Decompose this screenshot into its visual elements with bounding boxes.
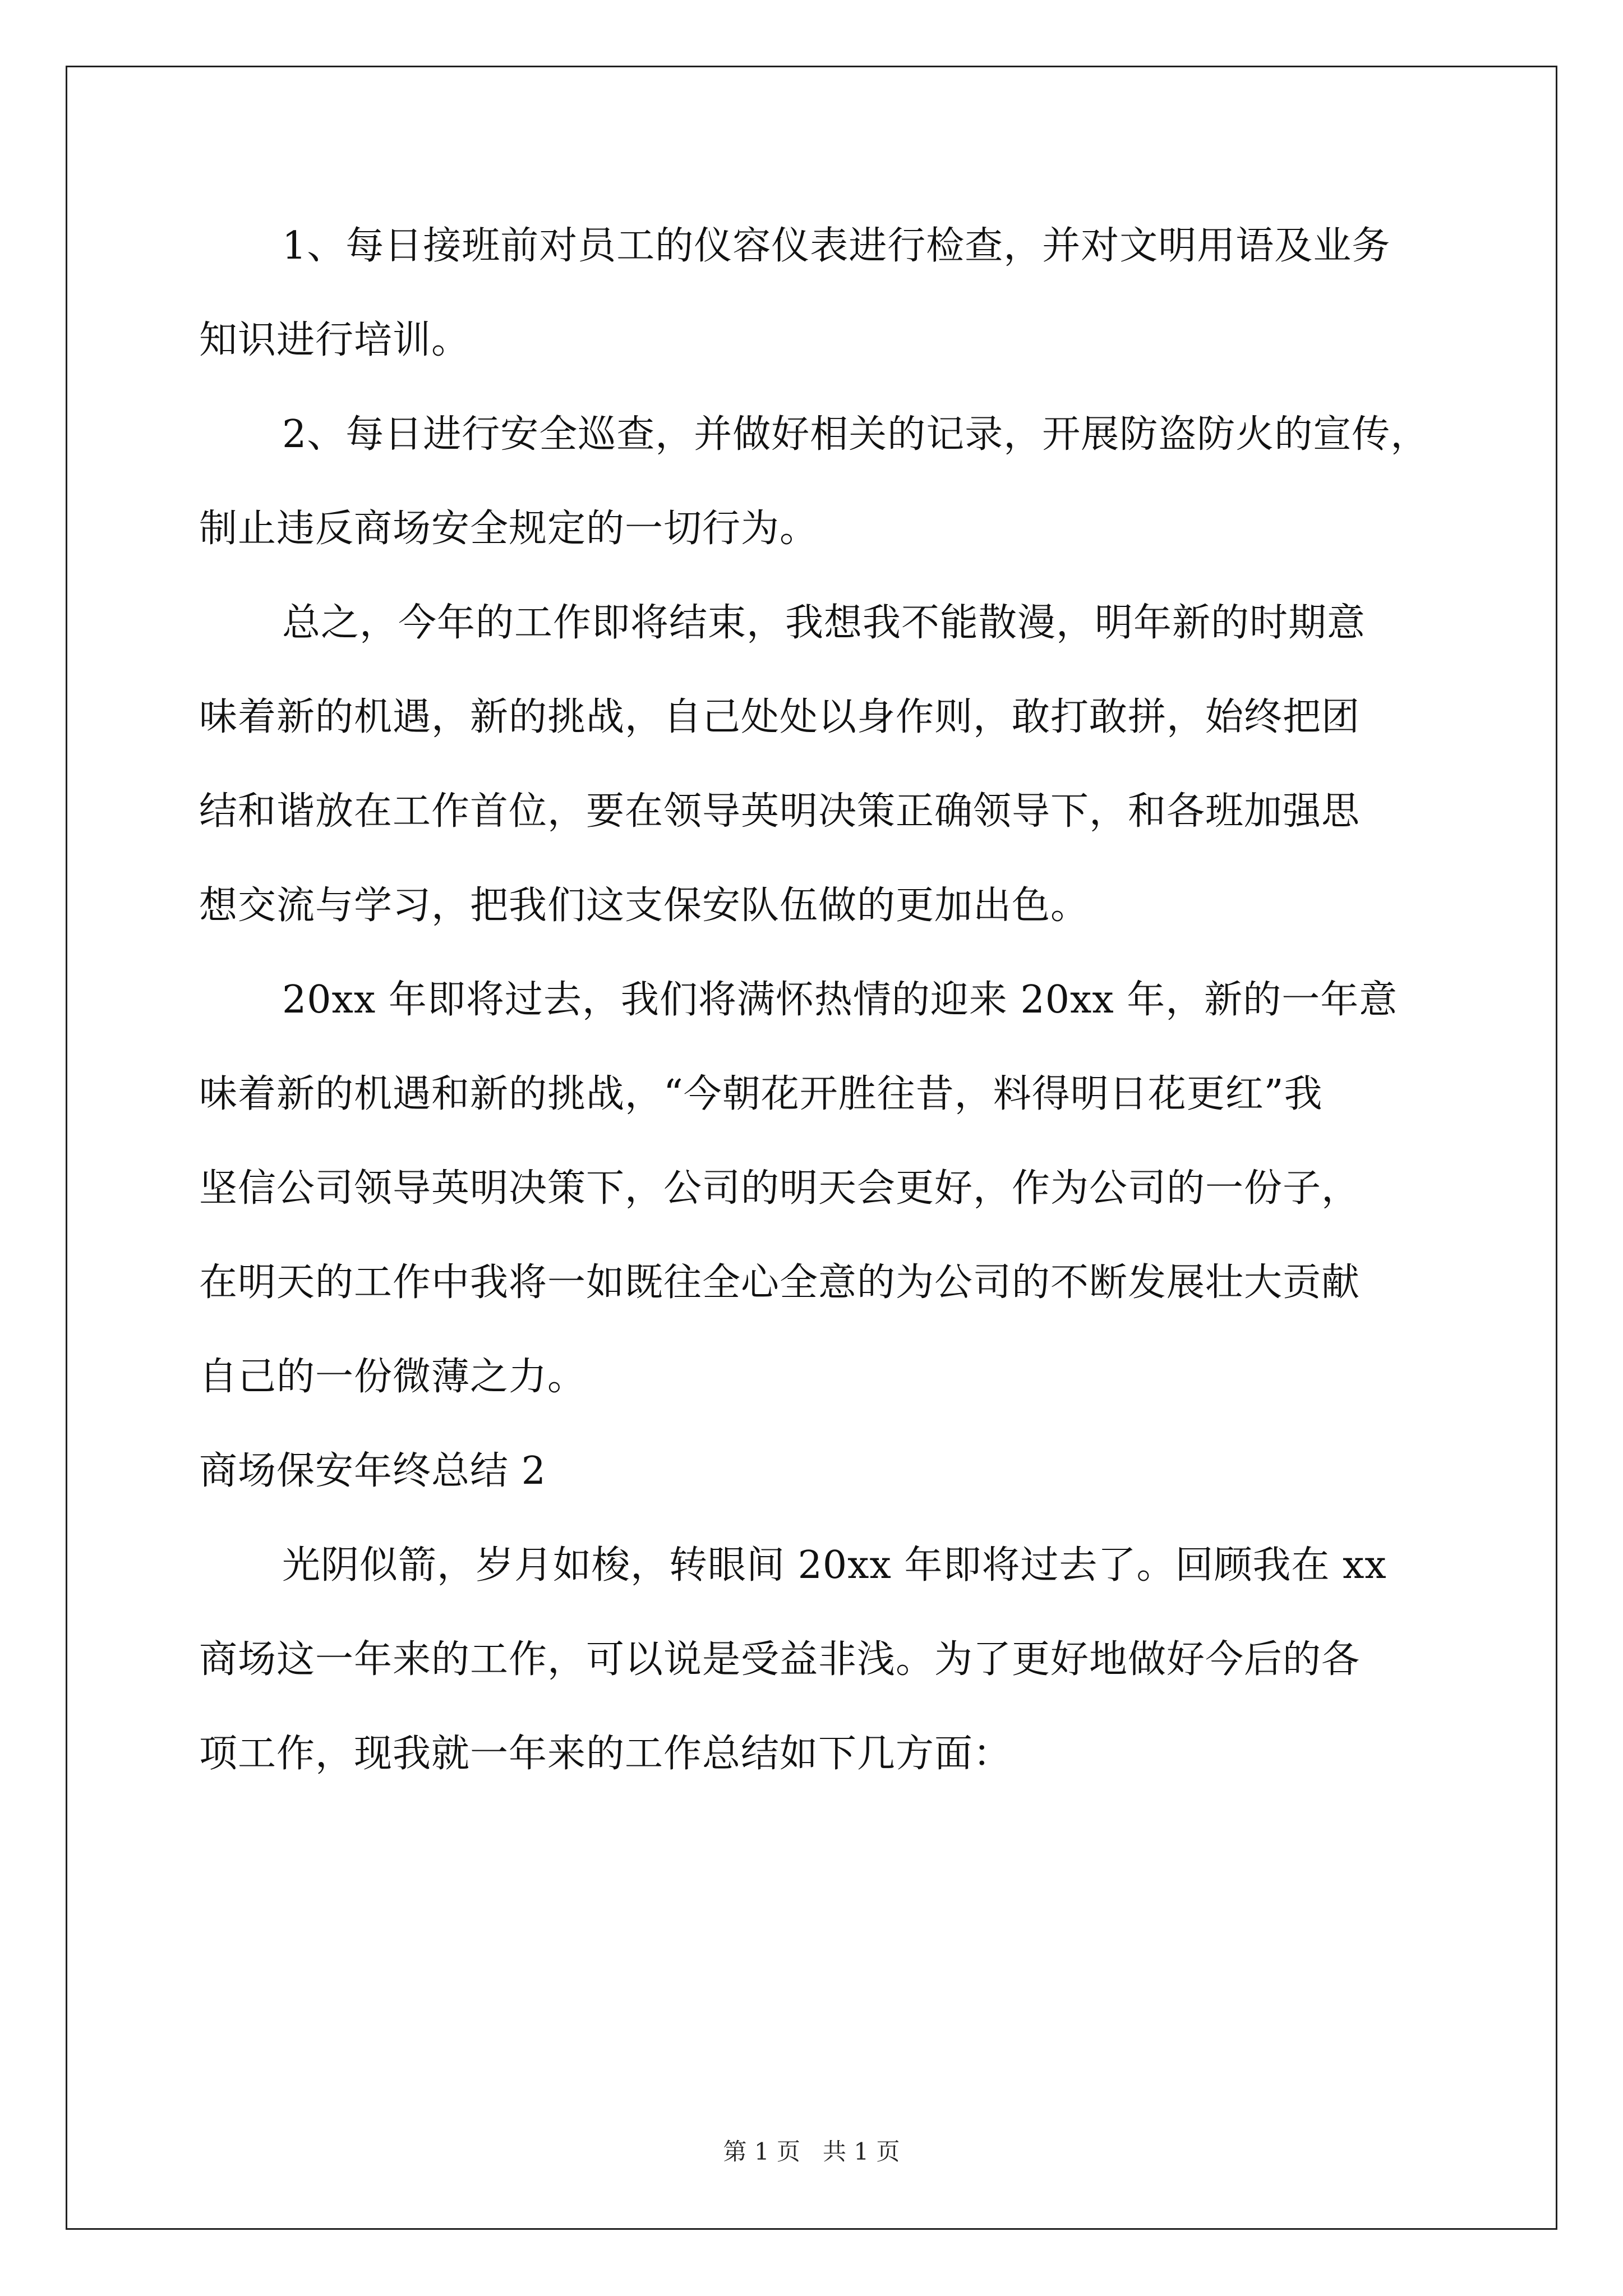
paragraph-line: 结和谐放在工作首位，要在领导英明决策正确领导下，和各班加强思 [199,789,1361,834]
page-footer: 第 1 页 共 1 页 [723,2138,900,2165]
paragraph-line: 想交流与学习，把我们这支保安队伍做的更加出色。 [199,884,1090,928]
paragraph-line: 1、每日接班前对员工的仪容仪表进行检查，并对文明用语及业务 [282,224,1391,268]
document-body [199,199,1438,1801]
paragraph-line: 制止违反商场安全规定的一切行为。 [199,507,819,551]
paragraph-line: 味着新的机遇，新的挑战，自己处处以身作则，敢打敢拼，始终把团 [199,695,1361,739]
paragraph-line: 知识进行培训。 [199,318,471,362]
section-heading: 商场保安年终总结 2 [199,1449,546,1493]
paragraph-line: 总之，今年的工作即将结束，我想我不能散漫，明年新的时期意 [282,601,1366,645]
paragraph-line: 自己的一份微薄之力。 [199,1355,587,1399]
paragraph-line: 光阴似箭，岁月如梭，转眼间 20xx 年即将过去了。回顾我在 xx [282,1543,1387,1588]
paragraph-line: 项工作，现我就一年来的工作总结如下几方面： [199,1732,1012,1776]
paragraph-line: 味着新的机遇和新的挑战，“今朝花开胜往昔，料得明日花更红”我 [199,1072,1323,1116]
paragraph-line: 2、每日进行安全巡查，并做好相关的记录，开展防盗防火的宣传， [282,412,1430,457]
paragraph-line: 20xx 年即将过去，我们将满怀热情的迎来 20xx 年，新的一年意 [282,978,1398,1022]
paragraph-line: 坚信公司领导英明决策下，公司的明天会更好，作为公司的一份子， [199,1166,1361,1211]
paragraph-line: 商场这一年来的工作，可以说是受益非浅。为了更好地做好今后的各 [199,1637,1361,1682]
paragraph-line: 在明天的工作中我将一如既往全心全意的为公司的不断发展壮大贡献 [199,1260,1361,1305]
